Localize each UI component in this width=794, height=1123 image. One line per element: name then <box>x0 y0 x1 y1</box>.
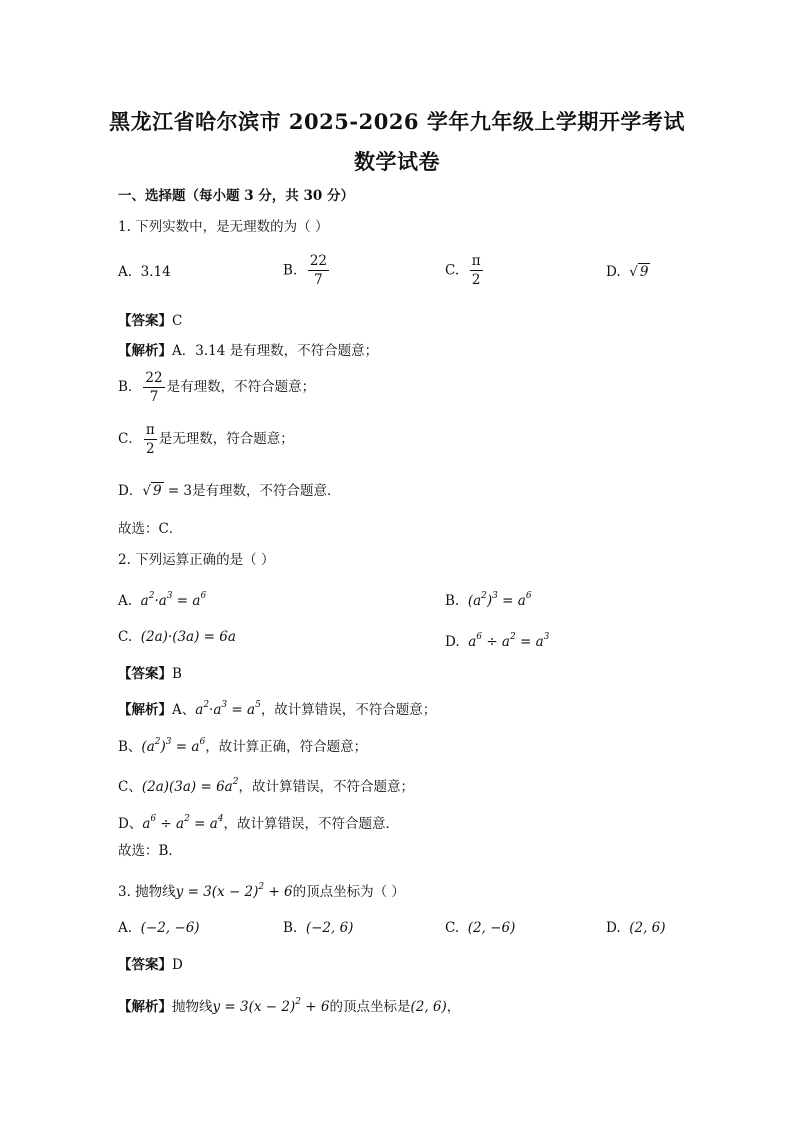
q2-analysis-c: C、$(2a)(3a) = 6a^2$，故计算错误，不符合题意； <box>118 777 414 795</box>
q1-option-c-fraction: $\frac{\pi}{2}$ <box>471 253 481 288</box>
q1-conclusion: 故选：C． <box>118 521 183 537</box>
q1-stem: 1. 下列实数中，是无理数的为（ ） <box>118 219 329 235</box>
q1-option-d-sqrt: √ 9 <box>629 264 649 280</box>
q2-option-c: C. (2a)·(3a) = 6a <box>118 629 236 645</box>
q1-option-b-fraction: $\frac{22}{7}$ <box>309 253 327 288</box>
q1-analysis-b: B． $\frac{22}{7}$ 是有理数，不符合题意； <box>118 370 316 405</box>
q2-answer: 【答案】B <box>118 666 182 682</box>
q2-stem: 2. 下列运算正确的是（ ） <box>118 552 275 568</box>
q2-option-b: B. $(a^2)^3 = a^6$ <box>445 591 532 609</box>
q1-analysis-c: C． $\frac{\pi}{2}$ 是无理数，符合题意； <box>118 422 294 457</box>
q1-answer: 【答案】C <box>118 313 183 329</box>
q2-conclusion: 故选：B． <box>118 843 182 859</box>
q1-option-d: D. √ 9 <box>606 264 649 280</box>
q3-analysis: 【解析】抛物线$y = 3(x - 2)^2 + 6$的顶点坐标是(2, 6)， <box>118 997 461 1015</box>
q3-option-d: D. (2, 6) <box>606 920 666 936</box>
section-heading: 一、选择题（每小题 3 分，共 30 分） <box>118 188 354 204</box>
q3-option-c: C. (2, −6) <box>445 920 516 936</box>
q2-analysis-b: B、$(a^2)^3 = a^6$，故计算正确，符合题意； <box>118 737 368 755</box>
q1-option-a: A. 3.14 <box>118 264 171 280</box>
q1-analysis-a: 【解析】A．3.14 是有理数，不符合题意； <box>118 343 379 359</box>
q1-analysis-d: D．√ 9 = 3是有理数，不符合题意． <box>118 483 341 499</box>
q3-option-b: B. (−2, 6) <box>283 920 354 936</box>
q3-stem: 3. 抛物线$y = 3(x - 2)^2 + 6$的顶点坐标为（ ） <box>118 882 405 900</box>
exam-subtitle: 数学试卷 <box>354 149 440 174</box>
q2-option-a: A. $a^2\cdot a^3 = a^6$ <box>118 591 207 609</box>
q1-option-c: C. $\frac{\pi}{2}$ <box>445 253 481 288</box>
q1-option-b: B. $\frac{22}{7}$ <box>283 253 327 288</box>
q3-option-a: A. (−2, −6) <box>118 920 200 936</box>
q2-analysis-d: D、$a^6 \div a^2 = a^4$，故计算错误，不符合题意． <box>118 814 399 832</box>
q3-answer: 【答案】D <box>118 957 183 973</box>
q2-analysis-a: 【解析】A、$a^2\cdot a^3 = a^5$，故计算错误，不符合题意； <box>118 700 437 718</box>
exam-title: 黑龙江省哈尔滨市 2025-2026 学年九年级上学期开学考试 <box>109 109 685 134</box>
q2-option-d: D. $a^6 \div a^2 = a^3$ <box>445 632 550 650</box>
